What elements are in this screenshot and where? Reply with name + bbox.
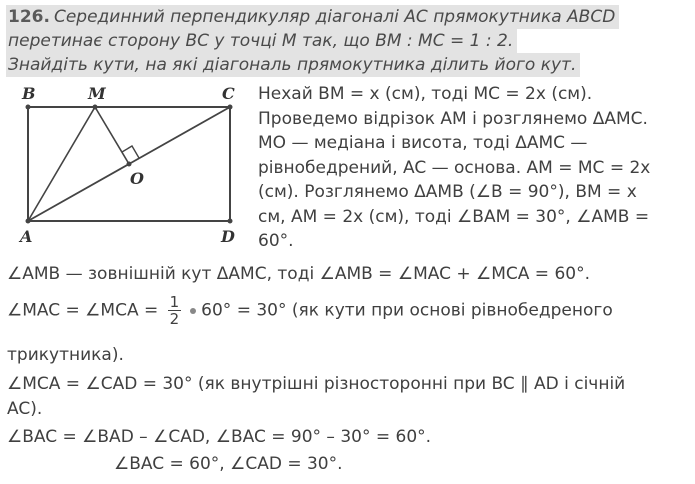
label-o: O [130, 169, 144, 188]
rectangle-figure [12, 80, 252, 250]
half-angle-prefix: ∠MAC = ∠MCA = [7, 300, 159, 321]
solution-alternate-angles [7, 372, 691, 421]
point-o [127, 162, 132, 167]
solution-line: (см). Розглянемо ΔAMB (∠B = 90°), BM = x [258, 182, 637, 202]
point-a [26, 219, 31, 224]
label-b: B [22, 84, 36, 103]
point-b [26, 105, 31, 110]
problem-statement [6, 5, 690, 77]
solution-line: Нехай BM = x (см), тоді MC = 2x (см). [258, 84, 593, 104]
label-a: A [20, 227, 33, 246]
problem-number: 126. [8, 7, 50, 27]
label-m: M [88, 84, 106, 103]
solution-answer [114, 452, 674, 477]
solution-line: рівнобедрений, AC — основа. AM = MC = 2x [258, 157, 651, 178]
solution-line: Проведемо відрізок AM і розглянемо ΔAMC. [258, 108, 648, 129]
exterior-angle-line: ∠AMB — зовнішній кут ΔAMC, тоді ∠AMB = ∠MAC + ∠MCA = 60°. [7, 264, 590, 284]
problem-line-2 [6, 29, 690, 53]
solution-line: см, AM = 2x (см), тоді ∠BAM = 30°, ∠AMB = [258, 206, 650, 227]
segment-am [28, 107, 95, 221]
point-m [93, 105, 98, 110]
geometry-diagram [12, 80, 252, 250]
solution-line: MO — медіана і висота, тоді ΔAMC — [258, 133, 588, 153]
fraction-denominator: 2 [169, 310, 180, 328]
solution-bac [7, 425, 691, 450]
answer-line: ∠BAC = 60°, ∠CAD = 30°. [114, 454, 343, 474]
half-angle-suffix: 60° = 30° (як кути при основі рівнобедреного [201, 300, 613, 321]
point-c [228, 105, 233, 110]
solution-side-text [258, 82, 688, 254]
solution-triangle-cont [7, 343, 691, 368]
solution-half-angle [7, 294, 691, 327]
multiply-dot-icon [190, 308, 196, 314]
half-angle-continuation: трикутника). [7, 345, 124, 365]
label-d: D [221, 227, 235, 246]
alternate-angles-line: ∠MCA = ∠CAD = 30° (як внутрішні різносторонні при BC ∥ AD і січній [7, 374, 626, 394]
problem-text-2: перетинає сторону BC у точці M так, що BM : MC = 1 : 2. [6, 29, 517, 53]
fraction-one-half [168, 294, 182, 327]
problem-line-3 [6, 53, 690, 77]
segment-mo [95, 107, 129, 164]
alternate-angles-continuation: AC). [7, 398, 43, 419]
solution-line: 60°. [258, 231, 294, 251]
fraction-numerator: 1 [169, 293, 180, 311]
point-d [228, 219, 233, 224]
problem-text-3: Знайдіть кути, на які діагональ прямокутника ділить його кут. [6, 53, 580, 77]
bac-line: ∠BAC = ∠BAD – ∠CAD, ∠BAC = 90° – 30° = 60°. [7, 427, 432, 447]
label-c: C [222, 84, 235, 103]
problem-line-1 [6, 5, 690, 29]
solution-exterior-angle [7, 262, 691, 287]
half-angle-line [7, 294, 691, 327]
problem-text-1: Серединний перпендикуляр діагоналі AC прямокутника ABCD [53, 7, 616, 27]
